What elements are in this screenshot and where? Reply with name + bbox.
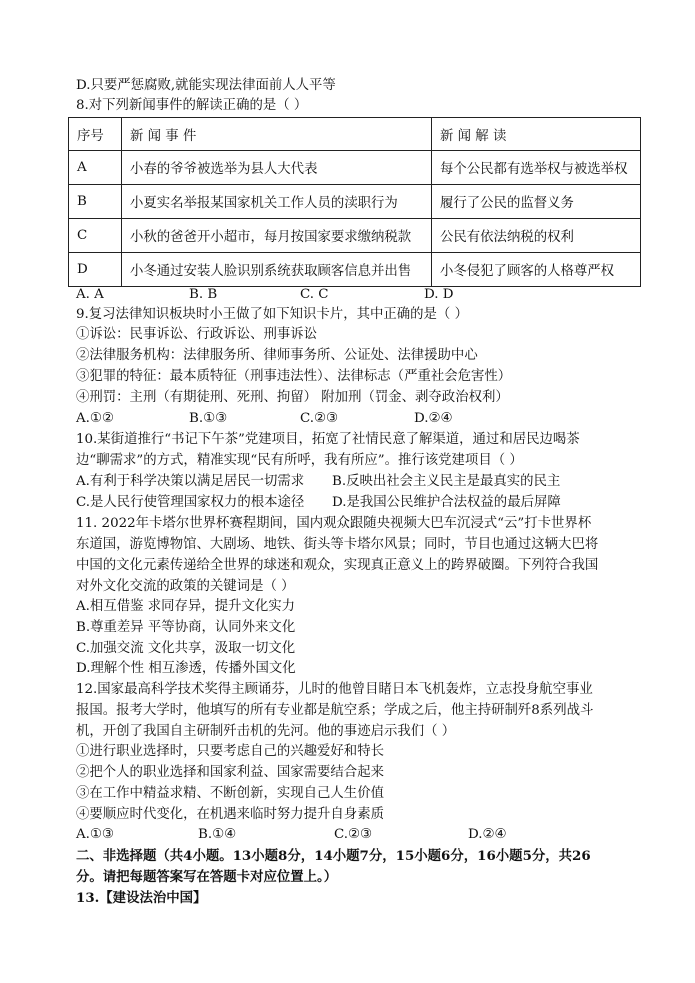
q11-option-b: B.尊重差异 平等协商，认同外来文化: [76, 620, 296, 635]
option-a: A. A: [76, 287, 104, 302]
table-header-row: [69, 118, 641, 151]
q7-option-d: D.只要严惩腐败,就能实现法律面前人人平等: [76, 78, 336, 93]
q9-stem: 9.复习法律知识板块时小王做了如下知识卡片，其中正确的是（ ）: [76, 307, 468, 322]
q12-item: ②把个人的职业选择和国家利益、国家需要结合起来: [76, 765, 384, 780]
q11-option-c: C.加强交流 文化共享，汲取一切文化: [76, 641, 296, 656]
table-cell: 履行了公民的监督义务: [432, 185, 641, 219]
table-cell: D: [69, 253, 122, 287]
option-a: A.有利于科学决策以满足居民一切需求: [76, 474, 305, 489]
table-header-cell: 序号: [69, 118, 122, 151]
option-c: C. C: [300, 287, 329, 302]
table-row: [69, 219, 641, 253]
q11-stem: 中国的文化元素传递给全世界的球迷和观众，实现真正意义上的跨界破圈。下列符合我国: [76, 558, 599, 573]
q11-option-a: A.相互借鉴 求同存异，提升文化实力: [76, 599, 296, 614]
section-2-heading: 二、非选择题（共4小题。13小题8分，14小题7分，15小题6分，16小题5分，共26: [76, 848, 591, 864]
q12-stem: 12.国家最高科学技术奖得主顾诵芬，儿时的他曾目睹日本飞机轰炸，立志投身航空事业: [76, 682, 593, 697]
q12-stem: 报国。报考大学时，他填写的所有专业都是航空系；学成之后，他主持研制歼8系列战斗: [76, 703, 594, 718]
q12-item: ④要顺应时代变化，在机遇来临时努力提升自身素质: [76, 807, 384, 822]
q10-stem: 边“聊需求”的方式，精准实现“民有所呼，我有所应”。推行该党建项目（ ）: [76, 453, 523, 468]
q12-item: ①进行职业选择时，只要考虑自己的兴趣爱好和特长: [76, 744, 384, 759]
q9-item: ①诉讼：民事诉讼、行政诉讼、刑事诉讼: [76, 327, 318, 342]
option-b: B. B: [189, 287, 218, 302]
section-2-instructions: 分。请把每题答案写在答题卡对应位置上。）: [76, 869, 338, 885]
table-header-cell: 新 闻 解 读: [432, 118, 641, 151]
option-c: C.②③: [300, 411, 339, 426]
option-b: B.①③: [189, 411, 228, 426]
q9-item: ③犯罪的特征：最本质特征（刑事违法性）、法律标志（严重社会危害性）: [76, 369, 512, 384]
option-c: C.是人民行使管理国家权力的根本途径: [76, 495, 305, 510]
option-d: D.②④: [414, 411, 453, 426]
table-cell: C: [69, 219, 122, 253]
table-cell: 每个公民都有选举权与被选举权: [432, 151, 641, 185]
option-a: A.①③: [76, 827, 114, 842]
table-header-cell: 新 闻 事 件: [122, 118, 432, 151]
q11-stem: 东道国，游览博物馆、大剧场、地铁、街头等卡塔尔风景；同时，节目也通过这辆大巴将: [76, 537, 599, 552]
table-row: [69, 151, 641, 185]
table-cell: A: [69, 151, 122, 185]
option-a: A.①②: [76, 411, 114, 426]
q8-stem: 8.对下列新闻事件的解读正确的是（ ）: [76, 98, 308, 113]
q11-stem: 对外文化交流的政策的关键词是（ ）: [76, 579, 295, 594]
table-cell: 小春的爷爷被选举为县人大代表: [122, 151, 432, 185]
q11-option-d: D.理解个性 相互渗透，传播外国文化: [76, 661, 296, 676]
table-row: [69, 253, 641, 287]
option-b: B.①④: [198, 827, 237, 842]
option-b: B.反映出社会主义民主是最真实的民主: [332, 474, 561, 489]
table-cell: 小夏实名举报某国家机关工作人员的渎职行为: [122, 185, 432, 219]
q12-stem: 机，开创了我国自主研制歼击机的先河。他的事迹启示我们（ ）: [76, 724, 456, 739]
q9-item: ④刑罚：主刑（有期徒刑、死刑、拘留） 附加刑（罚金、剥夺政治权利）: [76, 390, 509, 405]
q11-stem: 11. 2022年卡塔尔世界杯赛程期间，国内观众跟随央视频大巴车沉浸式“云”打卡世界杯: [76, 516, 592, 531]
option-c: C.②③: [334, 827, 373, 842]
option-d: D.②④: [468, 827, 507, 842]
q9-item: ②法律服务机构：法律服务所、律师事务所、公证处、法律援助中心: [76, 348, 478, 363]
table-cell: 小秋的爸爸开小超市，每月按国家要求缴纳税款: [122, 219, 432, 253]
table-cell: 小冬侵犯了顾客的人格尊严权: [432, 253, 641, 287]
table-row: [69, 185, 641, 219]
option-d: D. D: [424, 287, 454, 302]
q13-heading: 13.【建设法治中国】: [76, 890, 207, 906]
q8-table: [68, 117, 641, 287]
table-cell: B: [69, 185, 122, 219]
option-d: D.是我国公民维护合法权益的最后屏障: [332, 495, 561, 510]
table-cell: 公民有依法纳税的权利: [432, 219, 641, 253]
table-cell: 小冬通过安装人脸识别系统获取顾客信息并出售: [122, 253, 432, 287]
q10-stem: 10.某街道推行“书记下午茶”党建项目，拓宽了社情民意了解渠道，通过和居民边喝茶: [76, 432, 580, 447]
q12-item: ③在工作中精益求精、不断创新，实现自己人生价值: [76, 786, 384, 801]
